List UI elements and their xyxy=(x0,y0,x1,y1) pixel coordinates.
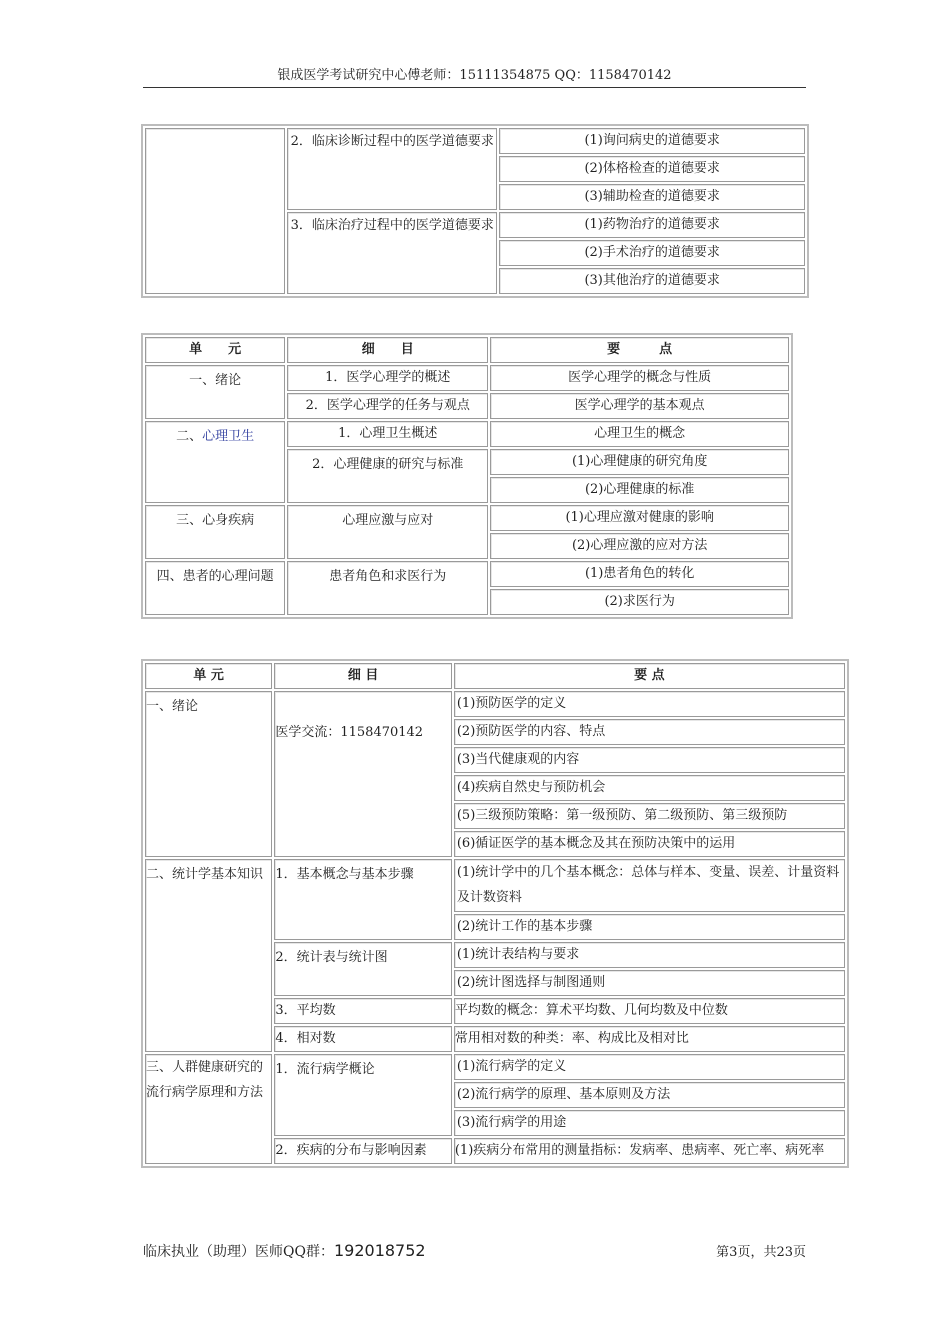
point-cell: (1)统计表结构与要求 xyxy=(454,942,845,968)
point-cell: 医学心理学的概念与性质 xyxy=(490,365,789,391)
unit-cell: 三、心身疾病 xyxy=(145,505,285,559)
footer-qq-label: 临床执业（助理）医师QQ群： xyxy=(143,1244,334,1260)
unit-cell: 三、人群健康研究的流行病学原理和方法 xyxy=(145,1054,272,1164)
detail-cell: 1．基本概念与基本步骤 xyxy=(274,859,452,940)
unit-cell xyxy=(145,421,285,503)
point-cell: (3)其他治疗的道德要求 xyxy=(499,268,805,294)
unit-prefix: 二、 xyxy=(176,429,203,444)
point-cell: (3)流行病学的用途 xyxy=(454,1110,845,1136)
point-cell: (6)循证医学的基本概念及其在预防决策中的运用 xyxy=(454,831,845,857)
point-cell: (1)心理应激对健康的影响 xyxy=(490,505,789,531)
psychology-table xyxy=(141,333,793,619)
detail-cell: 1．医学心理学的概述 xyxy=(287,365,488,391)
point-cell: (1)预防医学的定义 xyxy=(454,691,845,717)
point-cell: (2)流行病学的原理、基本原则及方法 xyxy=(454,1082,845,1108)
point-cell: (1)心理健康的研究角度 xyxy=(490,449,789,475)
detail-cell: 1．流行病学概论 xyxy=(274,1054,452,1136)
detail-cell: 2．医学心理学的任务与观点 xyxy=(287,393,488,419)
header-detail: 细 目 xyxy=(287,337,488,363)
point-cell: (5)三级预防策略：第一级预防、第二级预防、第三级预防 xyxy=(454,803,845,829)
page-header: 银成医学考试研究中心傅老师：15111354875 QQ：1158470142 xyxy=(277,68,672,83)
ethics-table xyxy=(141,124,809,298)
mental-hygiene-link[interactable]: 心理卫生 xyxy=(202,429,255,444)
detail-cell: 2．心理健康的研究与标准 xyxy=(287,449,488,503)
detail-cell: 2．统计表与统计图 xyxy=(274,942,452,996)
unit-cell: 一、绪论 xyxy=(145,365,285,419)
point-cell: (2)心理应激的应对方法 xyxy=(490,533,789,559)
point-cell: (1)患者角色的转化 xyxy=(490,561,789,587)
detail-cell: 2．疾病的分布与影响因素 xyxy=(274,1138,452,1164)
point-cell: (2)手术治疗的道德要求 xyxy=(499,240,805,266)
detail-cell: 4．相对数 xyxy=(274,1026,452,1052)
detail-cell: 3．平均数 xyxy=(274,998,452,1024)
point-cell: (1)统计学中的几个基本概念：总体与样本、变量、误差、计量资料及计数资料 xyxy=(454,859,845,912)
point-cell: (3)当代健康观的内容 xyxy=(454,747,845,773)
detail-cell: 医学交流：1158470142 xyxy=(274,691,452,857)
header-rule xyxy=(143,87,806,88)
detail-cell: 1．心理卫生概述 xyxy=(287,421,488,447)
unit-cell-empty xyxy=(145,128,285,294)
point-cell: (1)流行病学的定义 xyxy=(454,1054,845,1080)
unit-cell: 二、统计学基本知识 xyxy=(145,859,272,1052)
point-cell: (2)心理健康的标准 xyxy=(490,477,789,503)
point-cell: 医学心理学的基本观点 xyxy=(490,393,789,419)
header-points: 要 点 xyxy=(490,337,789,363)
point-cell: (4)疾病自然史与预防机会 xyxy=(454,775,845,801)
header-unit: 单 元 xyxy=(145,663,272,689)
detail-cell: 患者角色和求医行为 xyxy=(287,561,488,615)
point-cell: (1)疾病分布常用的测量指标：发病率、患病率、死亡率、病死率 xyxy=(454,1138,845,1164)
preventive-medicine-table xyxy=(141,659,849,1168)
point-cell: 心理卫生的概念 xyxy=(490,421,789,447)
header-points: 要 点 xyxy=(454,663,845,689)
point-cell: (1)药物治疗的道德要求 xyxy=(499,212,805,238)
point-cell: (2)统计工作的基本步骤 xyxy=(454,914,845,940)
detail-cell: 3．临床治疗过程中的医学道德要求 xyxy=(287,212,497,294)
point-cell: (2)求医行为 xyxy=(490,589,789,615)
point-cell: (2)预防医学的内容、特点 xyxy=(454,719,845,745)
header-unit: 单 元 xyxy=(145,337,285,363)
point-cell: (3)辅助检查的道德要求 xyxy=(499,184,805,210)
detail-cell: 心理应激与应对 xyxy=(287,505,488,559)
point-cell: 平均数的概念：算术平均数、几何均数及中位数 xyxy=(454,998,845,1024)
point-cell: (2)统计图选择与制图通则 xyxy=(454,970,845,996)
unit-cell: 四、患者的心理问题 xyxy=(145,561,285,615)
point-cell: (1)询问病史的道德要求 xyxy=(499,128,805,154)
point-cell: 常用相对数的种类：率、构成比及相对比 xyxy=(454,1026,845,1052)
footer-qq-group xyxy=(143,1241,426,1261)
point-cell: (2)体格检查的道德要求 xyxy=(499,156,805,182)
header-detail: 细 目 xyxy=(274,663,452,689)
unit-cell: 一、绪论 xyxy=(145,691,272,857)
detail-cell: 2．临床诊断过程中的医学道德要求 xyxy=(287,128,497,210)
footer-qq-number: 192018752 xyxy=(333,1241,426,1260)
page-number: 第3页，共23页 xyxy=(716,1245,806,1260)
